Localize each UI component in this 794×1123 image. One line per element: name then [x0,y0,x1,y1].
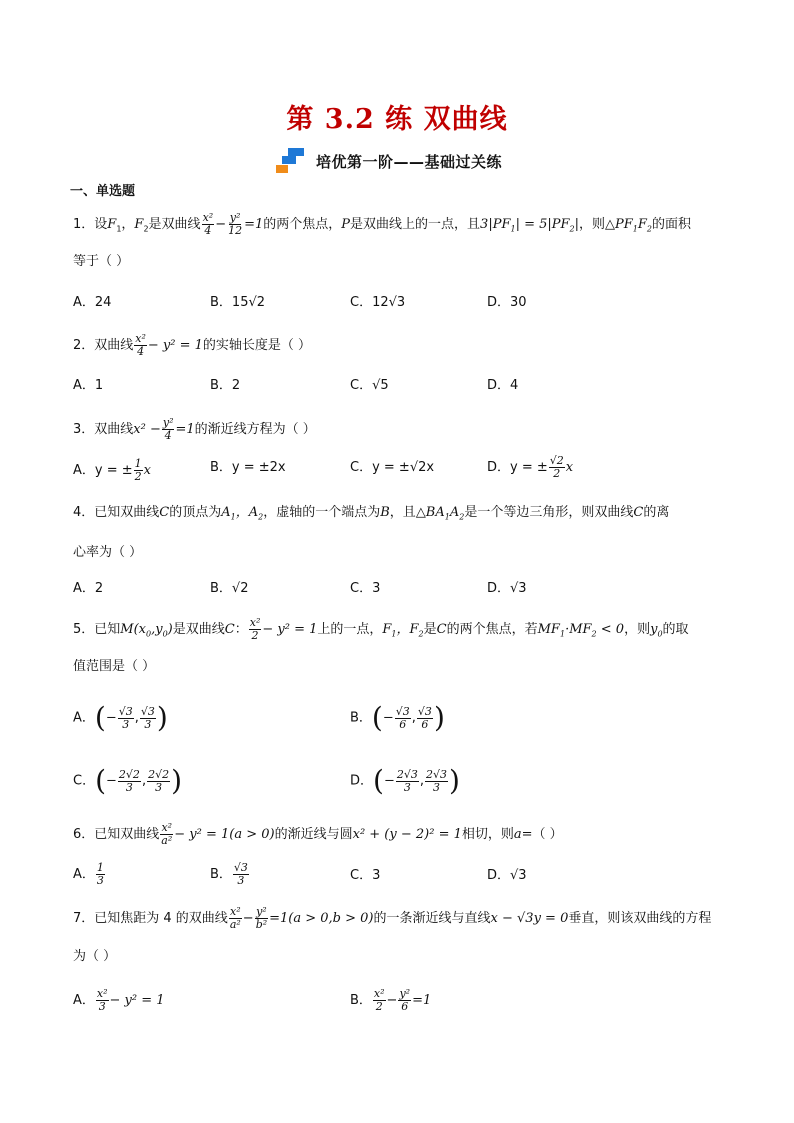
question-4: 4．已知双曲线C的顶点为$A_1$，$A_2$，虚轴的一个端点为B，且$\triangle BA_1A_2$是一个等边三角形，则双曲线C的离 [73,505,670,522]
q5-option-a: A．(− $\frac{√3}{3}$ , $\frac{√3}{3}$ ) [73,701,168,734]
q1-option-c: C．12√3 [350,295,406,310]
q6-option-d: D．√3 [487,868,527,883]
subtitle-block [276,148,502,174]
q3-option-c: C．y = ±√2x [350,460,435,475]
q2-option-d: D．4 [487,378,519,393]
question-1: 1．设$F_1$，$F_2$是双曲线 $\frac{\text{x²}}{4}$ − $\frac{\text{y²}}{12}$ =1的两个焦点，P是双曲线上的一点，且$3|PF_1| = 5|PF_2|$，则$\triangle PF_1F_2$的面积 [73,211,692,237]
q6-option-c: C．3 [350,868,381,883]
question-5-cont: 值范围是（ ） [73,659,156,674]
question-1-cont: 等于（ ） [73,254,130,269]
q6-option-b: B． $\frac{√3}{3}$ [210,861,248,887]
q4-option-c: C．3 [350,581,381,596]
steps-icon [276,148,306,174]
page-title: 第 3.2 练 双曲线 [286,104,508,135]
question-6: 6．已知双曲线 $\frac{\text{x²}}{\text{a²}}$ − y² = 1(a > 0)的渐近线与圆x² + (y − 2)² = 1相切，则a=（ ） [73,821,563,847]
q4-option-d: D．√3 [487,581,527,596]
subtitle: 培优第一阶——基础过关练 [316,152,503,171]
q1-option-d: D．30 [487,295,527,310]
q2-option-c: C．√5 [350,378,389,393]
q4-option-b: B．√2 [210,581,249,596]
question-5: 5．已知$M(x_0,y_0)$是双曲线C： $\frac{\text{x²}}{2}$ − y² = 1上的一点，$F_1$，$F_2$是C的两个焦点，若$MF_1\cdot MF_2 < 0$，则$y_0$的取 [73,616,689,642]
section-heading: 一、单选题 [70,184,136,199]
question-7-cont: 为（ ） [73,949,117,964]
q7-option-a: A． $\frac{\text{x²}}{3}$ − y² = 1 [73,987,165,1013]
q5-option-d: D．(− $\frac{2√3}{3}$ , $\frac{2√3}{3}$ ) [350,764,460,797]
question-2: 2．双曲线 $\frac{\text{x²}}{4}$ − y² = 1的实轴长度是（ ） [73,332,312,358]
q5-option-b: B．(− $\frac{√3}{6}$ , $\frac{√3}{6}$ ) [350,701,445,734]
q3-option-a: A．y = ± $\frac{1}{2}$ x [73,457,151,483]
q3-option-d: D．y = ± $\frac{√2}{2}$ x [487,454,574,480]
question-7: 7．已知焦距为 4 的双曲线 $\frac{\text{x²}}{\text{a²}}$ − $\frac{\text{y²}}{\text{b²}}$ =1(a > 0,b > 0)的一条渐近线与直线x − √3y = 0垂直，则该双曲线的方程 [73,905,712,931]
question-3: 3．双曲线x² − $\frac{\text{y²}}{4}$ =1的渐近线方程为（ ） [73,416,316,442]
q2-option-b: B．2 [210,378,241,393]
q3-option-b: B．y = ±2x [210,460,286,475]
q6-option-a: A． $\frac{1}{3}$ [73,861,104,887]
q7-option-b: B． $\frac{\text{x²}}{2}$ − $\frac{\text{y²}}{6}$ =1 [350,987,432,1013]
question-4-cont: 心率为（ ） [73,545,143,560]
q5-option-c: C．(− $\frac{2√2}{3}$ , $\frac{2√2}{3}$ ) [73,764,183,797]
q2-option-a: A．1 [73,378,104,393]
q1-option-a: A．24 [73,295,112,310]
q4-option-a: A．2 [73,581,104,596]
q1-option-b: B．15√2 [210,295,266,310]
